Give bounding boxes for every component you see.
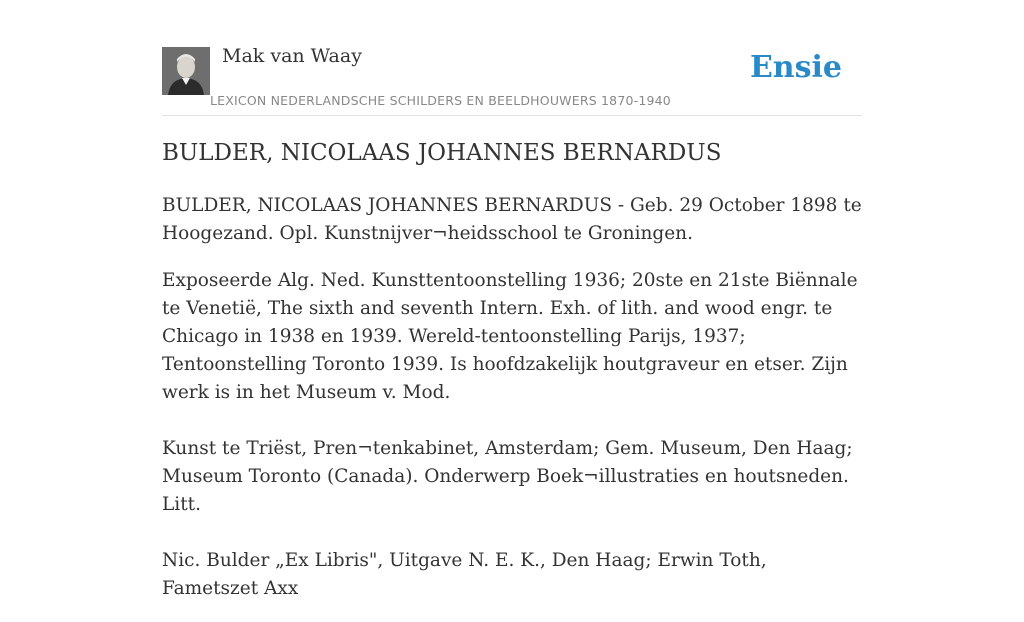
article-paragraph: BULDER, NICOLAAS JOHANNES BERNARDUS - Geb. 29 October 1898 te Hoogezand. Opl. Kunstnijver¬heidsschool te Groningen. bbox=[162, 195, 862, 244]
article-paragraph: Nic. Bulder „Ex Libris", Uitgave N. E. K., Den Haag; Erwin Toth, Fametszet Axx bbox=[162, 550, 767, 599]
article-body bbox=[162, 192, 862, 622]
lexicon-name[interactable]: LEXICON NEDERLANDSCHE SCHILDERS EN BEELDHOUWERS 1870-1940 bbox=[210, 93, 671, 108]
author-avatar[interactable] bbox=[162, 47, 210, 95]
portrait-icon bbox=[162, 47, 210, 95]
header bbox=[162, 0, 862, 116]
author-name[interactable]: Mak van Waay bbox=[222, 45, 362, 67]
page-title: BULDER, NICOLAAS JOHANNES BERNARDUS bbox=[162, 140, 722, 166]
brand-logo[interactable]: Ensie bbox=[749, 50, 842, 85]
content-column bbox=[162, 0, 862, 599]
article-paragraph: Kunst te Triëst, Pren¬tenkabinet, Amsterdam; Gem. Museum, Den Haag; Museum Toronto (Canada). Onderwerp Boek¬illustraties en houtsneden. Litt. bbox=[162, 438, 853, 515]
article-paragraph: Exposeerde Alg. Ned. Kunsttentoonstelling 1936; 20ste en 21ste Biënnale te Venetië, The sixth and seventh Intern. Exh. of lith. and wood engr. te Chicago in 1938 en 1939. Wereld-tentoonstelling Parijs, 1937; Tentoonstelling Toronto 1939. Is hoofdzakelijk houtgraveur en etser. Zijn werk is in het Museum v. Mod. bbox=[162, 270, 858, 403]
